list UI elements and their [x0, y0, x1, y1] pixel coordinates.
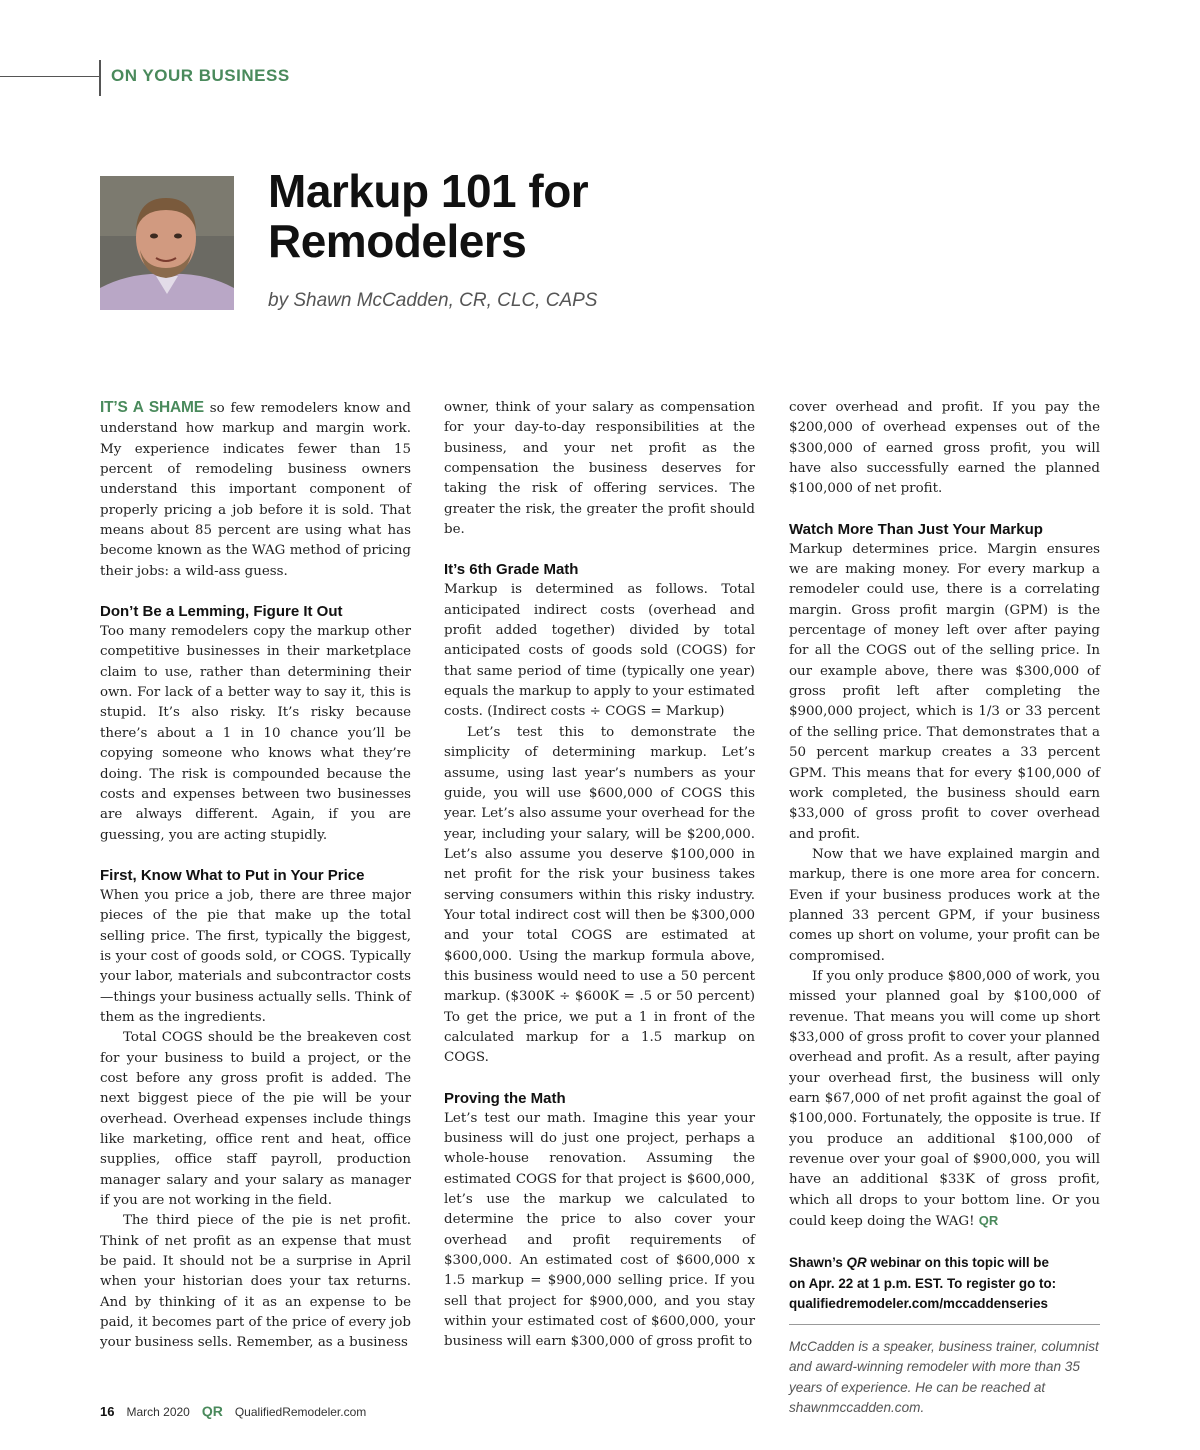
footer-brand: QR	[201, 1403, 223, 1419]
subhead: It’s 6th Grade Math	[444, 561, 579, 579]
paragraph: cover overhead and profit. If you pay the $200,000 of overhead expenses out of the $300,000 of earned gross profit, you will have also successfully earned the planned $100,000 of net profit.	[789, 400, 1100, 497]
paragraph: Let’s test our math. Imagine this year your business will do just one project, perhaps a whole-house renovation. Assuming the estimated COGS for that project is $600,000, let’s use the markup we calculated to determine the price to also cover your overhead and profit requirements of $300,000. An estimated cost of $600,000 x 1.5 markup = $900,000 selling price. If you sell that project for $900,000, and you stay within your estimated cost of $600,000, your business will earn $300,000 of gross profit to	[444, 1110, 755, 1350]
page-footer	[100, 1403, 366, 1419]
column-3	[789, 398, 1100, 1419]
subhead: First, Know What to Put in Your Price	[100, 866, 365, 884]
section-header: ON YOUR BUSINESS	[111, 66, 290, 85]
article-title: Markup 101 for Remodelers	[268, 165, 589, 267]
footer-site: QualifiedRemodeler.com	[234, 1405, 367, 1419]
header-tick	[99, 60, 101, 96]
page-number: 16	[100, 1404, 115, 1419]
paragraph: The third piece of the pie is net profit. Think of net profit as an expense that must be paid. It should not be a surprise in April when your historian does your tax returns. And by thinking of it as an expense to be paid, it becomes part of the price of every job your business sells. Remember, as a business	[100, 1213, 411, 1351]
issue-date: March 2020	[126, 1405, 190, 1419]
subhead: Watch More Than Just Your Markup	[789, 520, 1043, 538]
header-rule	[0, 76, 99, 77]
author-bio: McCadden is a speaker, business trainer, columnist and award-winning remodeler with more than 35 years of experience. He can be reached at shawnmccadden.com.	[789, 1338, 1099, 1416]
paragraph: If you only produce $800,000 of work, you missed your planned goal by $100,000 of revenue. That means you will come up short $33,000 of gross profit to cover your planned overhead and profit. As a result, after paying your overhead first, the business will only earn $67,000 of net profit against the goal of $100,000. Fortunately, the opposite is true. If you produce an additional $100,000 of revenue over your goal of $900,000, you will have an additional $33K of gross profit, which all drops to your bottom line. Or you could keep doing the WAG! QR	[789, 968, 1100, 1230]
paragraph: Let’s test this to demonstrate the simplicity of determining markup. Let’s assume, using last year’s numbers as your guide, you will use $600,000 of COGS this year. Let’s also assume your overhead for the year, including your salary, will be $200,000. Let’s also assume you deserve $100,000 in net profit for the risk your business takes serving consumers within this risky industry. Your total indirect cost will then be $300,000 and your total COGS are estimated at $600,000. Using the markup formula above, this business would need to use a 50 percent markup. ($300K ÷ $600K = .5 or 50 percent) To get the price, we put a 1 in front of the calculated markup for a 1.5 markup on COGS.	[444, 724, 755, 1066]
paragraph: owner, think of your salary as compensation for your day-to-day responsibilities at the business, and your net profit as the compensation the business deserves for taking the risk of offering services. The greater the risk, the greater the profit should be.	[444, 400, 755, 538]
paragraph: Markup is determined as follows. Total anticipated indirect costs (overhead and profit added together) divided by total anticipated costs of goods sold (COGS) for that same period of time (typically one year) equals the markup to apply to your estimated costs. (Indirect costs ÷ COGS = Markup)	[444, 582, 755, 720]
subhead: Proving the Math	[444, 1089, 566, 1107]
end-mark: QR	[978, 1213, 999, 1229]
paragraph: Too many remodelers copy the markup other competitive businesses in their marketplace claim to use, rather than determining their own. For lack of a better way to say it, this is stupid. It’s also risky. It’s risky because there’s about a 1 in 10 chance you’ll be copying someone who knows what they’re doing. The risk is compounded because the costs and expenses between two businesses are always different. Again, if you are guessing, you are acting stupidly.	[100, 624, 411, 843]
paragraph: When you price a job, there are three major pieces of the pie that make up the total selling price. The first, typically the biggest, is your cost of goods sold, or COGS. Typically your labor, materials and subcontractor costs—things your business actually sells. Think of them as the ingredients.	[100, 887, 411, 1025]
webinar-promo: Shawn’s QR webinar on this topic will be on Apr. 22 at 1 p.m. EST. To register go to: qualifiedremodeler.com/mccaddenseries	[789, 1253, 1100, 1325]
author-photo	[100, 176, 234, 310]
lead-in: IT’S A SHAME	[100, 399, 204, 416]
subhead: Don’t Be a Lemming, Figure It Out	[100, 603, 343, 621]
paragraph: Markup determines price. Margin ensures we are making money. For every markup a remodeler could use, there is a correlating margin. Gross profit margin (GPM) is the percentage of money left over after paying for all the COGS out of the selling price. In our example above, there was $300,000 of gross profit left after completing the $900,000 project, which is 1/3 or 33 percent of the selling price. That demonstrates that a 50 percent markup creates a 33 percent GPM. This means that for every $100,000 of work completed, the business should earn $33,000 of gross profit to cover overhead and profit.	[789, 541, 1100, 842]
byline: by Shawn McCadden, CR, CLC, CAPS	[268, 290, 598, 311]
column-2	[444, 398, 755, 1353]
promo-link[interactable]: qualifiedremodeler.com/mccaddenseries	[789, 1296, 1048, 1312]
paragraph: IT’S A SHAME so few remodelers know and understand how markup and margin work. My experience indicates fewer than 15 percent of remodeling business owners understand this important component of properly pricing a job before it is sold. That means about 85 percent are using what has become known as the WAG method of pricing their jobs: a wild-ass guess.	[100, 399, 411, 579]
paragraph: Now that we have explained margin and markup, there is one more area for concern. Even if your business produces work at the planned 33 percent GPM, if your business comes up short on volume, your profit can be compromised.	[789, 846, 1100, 964]
column-1	[100, 398, 411, 1354]
paragraph: Total COGS should be the breakeven cost for your business to build a project, or the cost before any gross profit is added. The next biggest piece of the pie will be your overhead. Overhead expenses include things like marketing, office rent and heat, office supplies, office staff payroll, production manager salary and your salary as manager if you are not working in the field.	[100, 1030, 411, 1209]
